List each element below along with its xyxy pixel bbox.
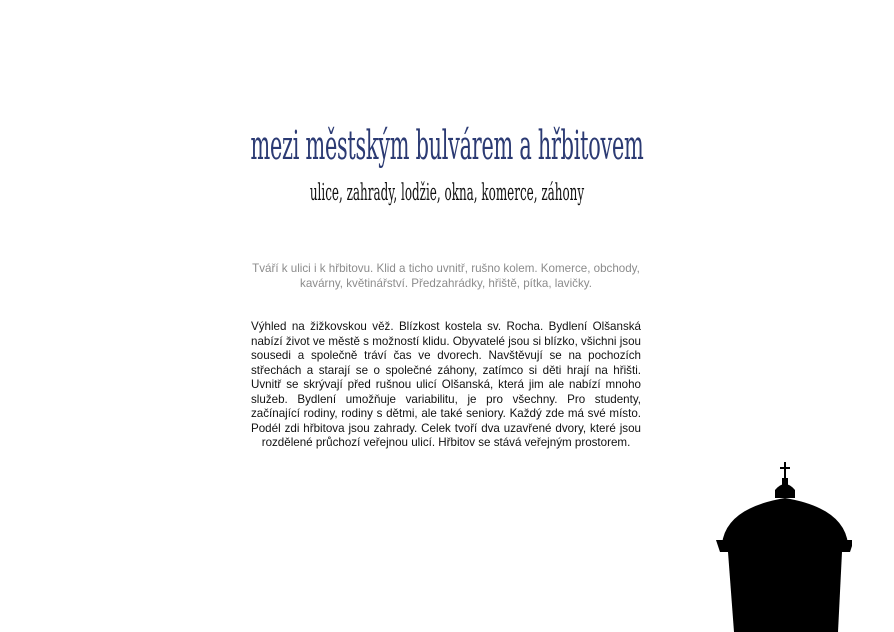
body-text: Výhled na žižkovskou věž. Blízkost kostela sv. Rocha. Bydlení Olšanská nabízí život ve městě s možností klidu. Obyvatelé jsou si blízko, všichni jsou sousedi a společně tráví čas ve dvorech. Navštěvují se na pochozích střechách a starají se o společné záhony, zatímco si děti hrají na hřišti. Uvnitř se skrývají před rušnou ulicí Olšanská, která jim ale nabízí mnoho služeb. Bydlení umožňuje variabilitu, je pro všechny. Pro studenty, začínající rodiny, rodiny s dětmi, ale také seniory. Každý zde má své místo. Podél zdi hřbitova jsou zahrady. Celek tvoří dva uzavřené dvory, které jsou rozdělené průchozí veřejnou ulicí. Hřbitov se stává veřejným prostorem.	[251, 320, 641, 449]
intro-text: Tváří k ulici i k hřbitovu. Klid a ticho uvnitř, rušno kolem. Komerce, obchody, kavárny, květinářství. Předzahrádky, hřiště, pítka, lavičky.	[252, 262, 640, 290]
church-tower-silhouette-icon	[712, 460, 852, 632]
page-title: mezi městským bulvárem a hřbitovem	[250, 123, 644, 169]
page-subtitle: ulice, zahrady, lodžie, okna, komerce, záhony	[309, 180, 585, 206]
